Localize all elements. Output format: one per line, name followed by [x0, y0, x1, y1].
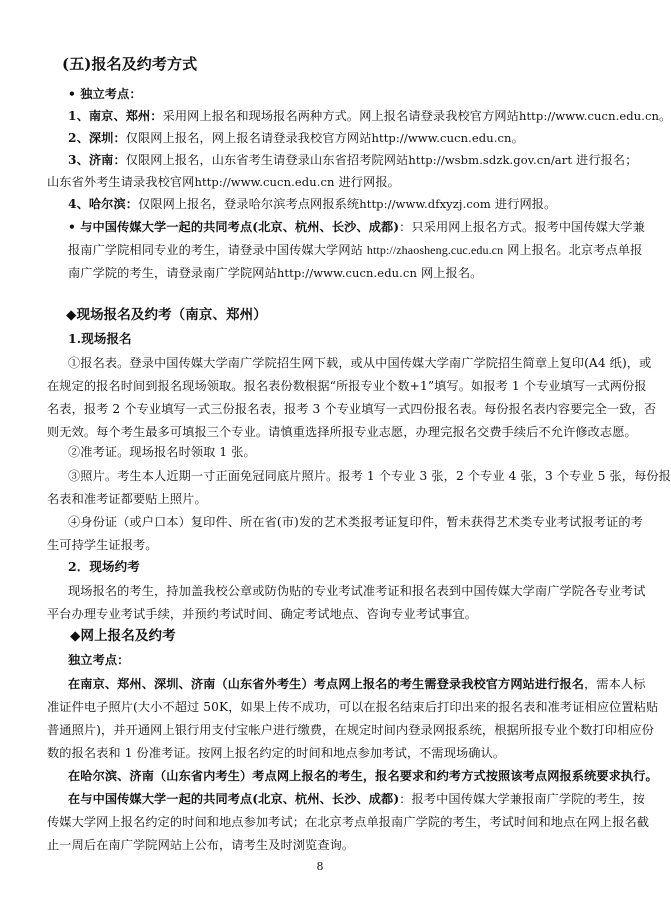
- site-item-4: [68, 196, 556, 212]
- site-text: 仅限网上报名，网上报名请登录我校官方网站: [125, 131, 372, 145]
- onsite-p1-line: 则无效。每个考生最多可填报三个专业。请慎重选择所报专业志愿，办理完报名交费手续后不允许修改志愿。: [47, 425, 637, 439]
- site-prefix: 2、深圳：: [68, 131, 126, 145]
- site-prefix: 1、南京、郑州：: [68, 109, 163, 123]
- online-p1-line: 准证件电子照片(大小不超过 50K，如果上传不成功，可以在报名结束后打印出来的报名表和准考证相应位置粘贴: [47, 700, 659, 714]
- onsite-sub2: 2．现场约考: [68, 559, 140, 574]
- site-text: 山东省外考生请录我校官网: [47, 175, 195, 189]
- site-link[interactable]: http://www.cucn.edu.cn: [371, 131, 512, 145]
- onsite-p2: ②准考证。现场报名时领取 1 张。: [68, 445, 256, 459]
- online-p3-line: 传媒大学网上报名约定的时间和地点参加考试；在北京考点单报南广学院的考生，考试时间和地点在网上报名截: [47, 815, 650, 829]
- cuc-link[interactable]: http://zhaosheng.cuc.edu.cn: [366, 243, 504, 257]
- onsite-p1-line: 名表，报考 2 个专业填写一式三份报名表，报考 3 个专业填写一式四份报名表。每份报名表内容要完全一致，否: [47, 402, 657, 416]
- onsite-p1-line: ①报名表。登录中国传媒大学南广学院招生网下载，或从中国传媒大学南广学院招生简章上复印(A4 纸)，或: [68, 356, 652, 370]
- onsite-p4-line: 生可持学生证报考。: [47, 538, 158, 552]
- site-prefix: 3、济南：: [68, 153, 126, 167]
- joint-sites-line-1: [68, 219, 645, 235]
- site-item-1: [68, 108, 671, 124]
- independent-sites-label: • 独立考点：: [68, 87, 142, 101]
- onsite-p5-line: 现场报名的考生，持加盖我校公章或防伪贴的专业考试准考证和报名表到中国传媒大学南广学院各专业考试: [68, 584, 646, 598]
- page-number: 8: [316, 860, 324, 873]
- online-label: 独立考点：: [68, 653, 130, 667]
- onsite-sub1: 1.现场报名: [68, 331, 132, 346]
- site-suffix: 进行报名；: [572, 153, 638, 167]
- site-link[interactable]: http://www.dfxyzj.com: [359, 197, 491, 211]
- joint-sites-text: 南广学院的考生，请登录南广学院网站: [68, 266, 277, 280]
- online-p2: 在哈尔滨、济南（山东省内考生）考点网上报名的考生，报名要求和约考方式按照该考点网报系统要求执行。: [68, 769, 658, 783]
- onsite-p3-line: ③照片。考生本人近期一寸正面免冠同底片照片。报考 1 个专业 3 张，2 个专业 4 张，3 个专业 5 张，每份报: [68, 469, 671, 483]
- joint-sites-text: 网上报名。北京考点单报: [507, 243, 643, 257]
- site-text: 采用网上报名和现场报名两种方式。网上报名请登录我校官方网站: [162, 109, 519, 123]
- online-p3-bold: 在与中国传媒大学一起的共同考点(北京、杭州、长沙、成都): [68, 792, 400, 806]
- section-title: (五)报名及约考方式: [62, 55, 198, 73]
- site-link[interactable]: http://wsbm.sdzk.gov.cn/art: [408, 153, 573, 167]
- site-suffix: 进行网报。: [334, 175, 400, 189]
- onsite-p1-line: 在规定的报名时间到报名现场领取。报名表份数根据“所报专业个数+1”填写。如报考 1 个专业填写一式两份报: [47, 379, 647, 393]
- cucn-link[interactable]: http://www.cucn.edu.cn: [276, 266, 417, 280]
- site-text: 仅限网上报名，山东省考生请登录山东省招考院网站: [125, 153, 409, 167]
- online-p1-line: 普通照片)，并开通网上银行用支付宝帐户进行缴费，在规定时间内登录网报系统，根据所报专业个数打印相应份: [47, 723, 654, 737]
- joint-sites-label: • 与中国传媒大学一起的共同考点(北京、杭州、长沙、成都): [68, 220, 400, 234]
- site-item-3: [68, 152, 638, 168]
- joint-sites-line-3: [68, 265, 482, 281]
- site-suffix: 。: [511, 131, 524, 145]
- online-p1-bold: 在南京、郑州、深圳、济南（山东省外考生）考点网上报名的考生需登录我校官方网站进行报名: [68, 677, 585, 691]
- joint-sites-text: ：只采用网上报名方式。报考中国传媒大学兼: [399, 220, 645, 234]
- onsite-p3-line: 名表和准考证都要贴上照片。: [47, 492, 207, 506]
- site-link[interactable]: http://www.cucn.edu.cn: [194, 175, 335, 189]
- site-text: 仅限网上报名，登录哈尔滨考点网报系统: [138, 197, 360, 211]
- joint-sites-line-2: [68, 242, 642, 258]
- site-item-2: [68, 130, 524, 146]
- site-suffix: 。: [659, 109, 671, 123]
- onsite-p4-line: ④身份证（或户口本）复印件、所在省(市)发的艺术类报考证复印件，暂未获得艺术类专业考试报考证的考: [68, 515, 643, 529]
- onsite-title: ◆现场报名及约考（南京、郑州）: [66, 307, 267, 323]
- online-p1-tail: ，需本人标: [584, 677, 646, 691]
- online-p1-line: 数的报名表和 1 份准考证。按网上报名约定的时间和地点参加考试，不需现场确认。: [47, 746, 506, 760]
- online-p3-line: [68, 791, 645, 807]
- site-link[interactable]: http://www.cucn.edu.cn: [518, 109, 660, 123]
- site-prefix: 4、哈尔滨：: [68, 197, 139, 211]
- online-p3-line: 止一周后在南广学院网站上公布，请考生及时浏览查询。: [47, 838, 355, 852]
- joint-sites-text: 报南广学院相同专业的考生，请登录中国传媒大学网站: [68, 243, 363, 257]
- onsite-p5-line: 平台办理专业考试手续，并预约考试时间、确定考试地点、咨询专业考试事宜。: [47, 607, 478, 621]
- online-p3-tail: ：报考中国传媒大学兼报南广学院的考生，按: [399, 792, 645, 806]
- site-suffix: 进行网报。: [490, 197, 557, 211]
- site-item-3-cont: [47, 174, 400, 190]
- online-p1-line: [68, 676, 646, 692]
- joint-sites-text: 网上报名。: [420, 266, 483, 280]
- online-title: ◆网上报名及约考: [70, 628, 176, 644]
